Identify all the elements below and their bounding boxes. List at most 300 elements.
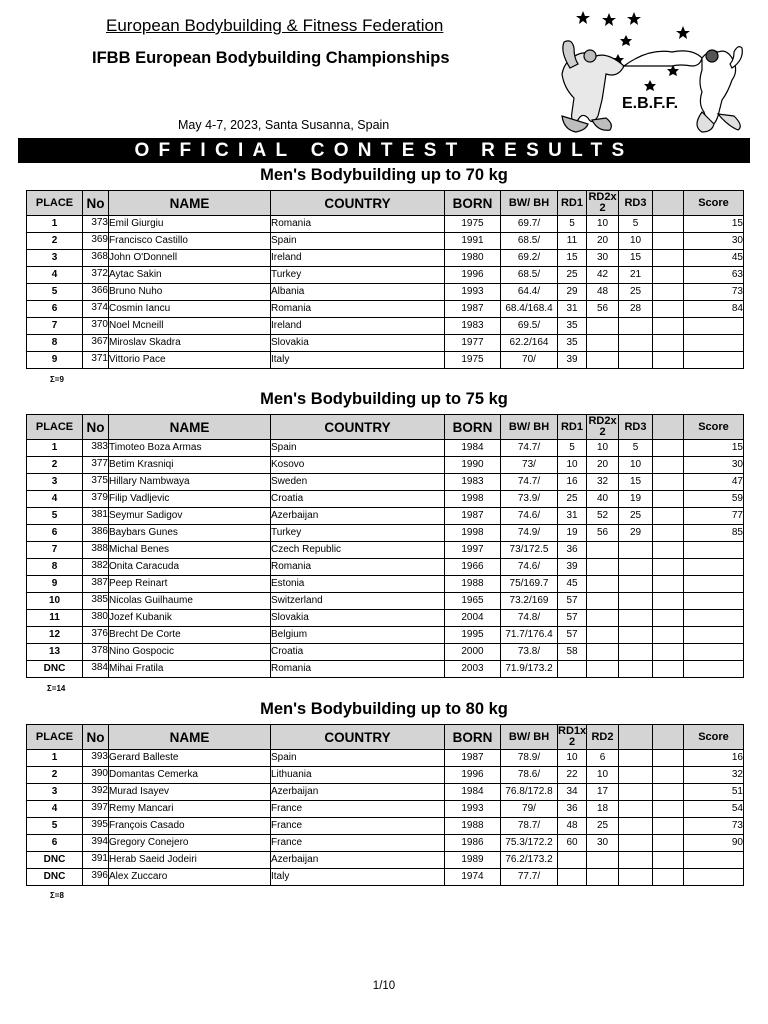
- column-header-score: Score: [684, 415, 744, 440]
- cell-extra: [653, 457, 684, 474]
- cell-name: Noel Mcneill: [109, 318, 271, 335]
- cell-number: 385: [83, 593, 109, 610]
- cell-country: Ireland: [271, 250, 445, 267]
- cell-born: 1983: [445, 318, 501, 335]
- cell-score: 90: [684, 835, 744, 852]
- star-icon: [576, 11, 590, 24]
- cell-born: 1988: [445, 576, 501, 593]
- column-header-name: NAME: [109, 191, 271, 216]
- date-location: May 4-7, 2023, Santa Susanna, Spain: [178, 118, 390, 132]
- cell-country: Romania: [271, 216, 445, 233]
- cell-bw-bh: 75.3/172.2: [501, 835, 558, 852]
- cell-country: Spain: [271, 440, 445, 457]
- cell-born: 1984: [445, 784, 501, 801]
- table-row: [27, 440, 744, 457]
- cell-round-3: [619, 644, 653, 661]
- cell-round-1: 16: [558, 474, 587, 491]
- cell-place: 6: [27, 301, 83, 318]
- cell-number: 391: [83, 852, 109, 869]
- cell-extra: [653, 627, 684, 644]
- cell-born: 1986: [445, 835, 501, 852]
- cell-born: 1991: [445, 233, 501, 250]
- column-header-round-1: RD1: [558, 415, 587, 440]
- cell-round-3: 25: [619, 508, 653, 525]
- cell-number: 371: [83, 352, 109, 369]
- cell-round-1: 45: [558, 576, 587, 593]
- cell-born: 1993: [445, 801, 501, 818]
- cell-name: Filip Vadljevic: [109, 491, 271, 508]
- cell-extra: [653, 301, 684, 318]
- cell-round-3: 29: [619, 525, 653, 542]
- cell-round-1: 36: [558, 542, 587, 559]
- cell-score: [684, 542, 744, 559]
- cell-born: 1975: [445, 352, 501, 369]
- cell-round-3: [619, 784, 653, 801]
- cell-round-3: 19: [619, 491, 653, 508]
- cell-number: 373: [83, 216, 109, 233]
- cell-country: Estonia: [271, 576, 445, 593]
- cell-round-1: 11: [558, 233, 587, 250]
- cell-place: 4: [27, 267, 83, 284]
- cell-born: 1993: [445, 284, 501, 301]
- cell-born: 1966: [445, 559, 501, 576]
- cell-place: 7: [27, 318, 83, 335]
- cell-country: Belgium: [271, 627, 445, 644]
- cell-number: 381: [83, 508, 109, 525]
- cell-name: Domantas Cemerka: [109, 767, 271, 784]
- column-header-round-2: RD2: [587, 725, 619, 750]
- cell-score: [684, 559, 744, 576]
- cell-born: 1990: [445, 457, 501, 474]
- cell-number: 382: [83, 559, 109, 576]
- cell-round-3: [619, 559, 653, 576]
- cell-round-1: 58: [558, 644, 587, 661]
- cell-number: 367: [83, 335, 109, 352]
- column-header-score: Score: [684, 191, 744, 216]
- cell-name: Murad Isayev: [109, 784, 271, 801]
- cell-place: 2: [27, 457, 83, 474]
- cell-place: 8: [27, 335, 83, 352]
- results-table: [26, 414, 744, 678]
- category-title: Men's Bodybuilding up to 70 kg: [260, 166, 508, 184]
- cell-name: Vittorio Pace: [109, 352, 271, 369]
- cell-score: 54: [684, 801, 744, 818]
- results-table: [26, 190, 744, 369]
- cell-bw-bh: 74.7/: [501, 440, 558, 457]
- official-results-banner: OFFICIAL CONTEST RESULTS: [18, 138, 750, 163]
- cell-round-2: 10: [587, 440, 619, 457]
- cell-country: Spain: [271, 233, 445, 250]
- column-header-extra: [653, 191, 684, 216]
- cell-score: [684, 318, 744, 335]
- cell-bw-bh: 69.2/: [501, 250, 558, 267]
- column-header-round-3: [619, 725, 653, 750]
- cell-round-1: 19: [558, 525, 587, 542]
- championship-title: IFBB European Bodybuilding Championships: [92, 49, 450, 67]
- cell-country: Turkey: [271, 525, 445, 542]
- cell-born: 1998: [445, 525, 501, 542]
- cell-round-2: 42: [587, 267, 619, 284]
- cell-place: 13: [27, 644, 83, 661]
- cell-name: Bruno Nuho: [109, 284, 271, 301]
- cell-extra: [653, 335, 684, 352]
- cell-country: Romania: [271, 559, 445, 576]
- cell-name: Herab Saeid Jodeiri: [109, 852, 271, 869]
- cell-extra: [653, 233, 684, 250]
- cell-place: 5: [27, 284, 83, 301]
- cell-round-2: 20: [587, 233, 619, 250]
- cell-country: France: [271, 801, 445, 818]
- cell-round-3: 15: [619, 250, 653, 267]
- column-header-name: NAME: [109, 725, 271, 750]
- table-header-row: [27, 415, 744, 440]
- cell-extra: [653, 216, 684, 233]
- cell-number: 395: [83, 818, 109, 835]
- cell-extra: [653, 869, 684, 886]
- cell-score: 73: [684, 818, 744, 835]
- table-row: [27, 216, 744, 233]
- table-row: [27, 301, 744, 318]
- cell-score: 73: [684, 284, 744, 301]
- cell-place: 4: [27, 491, 83, 508]
- table-row: [27, 318, 744, 335]
- cell-place: DNC: [27, 869, 83, 886]
- cell-score: 59: [684, 491, 744, 508]
- column-header-number: No: [83, 415, 109, 440]
- cell-number: 376: [83, 627, 109, 644]
- cell-name: Peep Reinart: [109, 576, 271, 593]
- table-row: [27, 818, 744, 835]
- cell-extra: [653, 801, 684, 818]
- cell-round-3: [619, 610, 653, 627]
- category-title: Men's Bodybuilding up to 80 kg: [260, 700, 508, 718]
- column-header-score: Score: [684, 725, 744, 750]
- cell-number: 378: [83, 644, 109, 661]
- column-header-round-2: RD2x 2: [588, 191, 617, 214]
- cell-score: 63: [684, 267, 744, 284]
- cell-round-3: 25: [619, 284, 653, 301]
- cell-country: Azerbaijan: [271, 784, 445, 801]
- cell-country: France: [271, 818, 445, 835]
- cell-round-1: [558, 869, 587, 886]
- cell-score: 16: [684, 750, 744, 767]
- column-header-born: BORN: [445, 191, 501, 216]
- cell-bw-bh: 74.6/: [501, 508, 558, 525]
- table-row: [27, 542, 744, 559]
- column-header-round-1: RD1: [558, 191, 587, 216]
- cell-place: 8: [27, 559, 83, 576]
- cell-round-1: 35: [558, 318, 587, 335]
- cell-born: 1983: [445, 474, 501, 491]
- column-header-name: NAME: [109, 415, 271, 440]
- cell-bw-bh: 77.7/: [501, 869, 558, 886]
- cell-extra: [653, 508, 684, 525]
- cell-bw-bh: 76.2/173.2: [501, 852, 558, 869]
- star-icon: [667, 65, 679, 76]
- cell-born: 2004: [445, 610, 501, 627]
- table-row: [27, 457, 744, 474]
- cell-number: 392: [83, 784, 109, 801]
- star-icon: [620, 35, 632, 46]
- table-row: [27, 593, 744, 610]
- cell-name: Michal Benes: [109, 542, 271, 559]
- cell-born: 1995: [445, 627, 501, 644]
- cell-born: 1984: [445, 440, 501, 457]
- cell-bw-bh: 74.8/: [501, 610, 558, 627]
- cell-score: [684, 576, 744, 593]
- column-header-place: PLACE: [27, 415, 83, 440]
- cell-round-3: [619, 627, 653, 644]
- cell-round-2: [587, 852, 619, 869]
- table-row: [27, 610, 744, 627]
- cell-round-3: [619, 661, 653, 678]
- table-row: [27, 491, 744, 508]
- cell-score: [684, 610, 744, 627]
- cell-country: Romania: [271, 301, 445, 318]
- cell-round-1: 57: [558, 610, 587, 627]
- cell-extra: [653, 352, 684, 369]
- column-header-number: No: [83, 191, 109, 216]
- cell-name: Miroslav Skadra: [109, 335, 271, 352]
- cell-round-3: [619, 335, 653, 352]
- cell-name: Brecht De Corte: [109, 627, 271, 644]
- cell-name: Gerard Balleste: [109, 750, 271, 767]
- cell-born: 1997: [445, 542, 501, 559]
- cell-number: 394: [83, 835, 109, 852]
- cell-extra: [653, 576, 684, 593]
- cell-round-1: 15: [558, 250, 587, 267]
- table-row: [27, 835, 744, 852]
- cell-round-2: 17: [587, 784, 619, 801]
- cell-name: Nino Gospocic: [109, 644, 271, 661]
- cell-round-3: [619, 576, 653, 593]
- table-row: [27, 508, 744, 525]
- column-header-extra: [653, 725, 684, 750]
- cell-bw-bh: 73.8/: [501, 644, 558, 661]
- cell-born: 1977: [445, 335, 501, 352]
- cell-score: [684, 352, 744, 369]
- cell-bw-bh: 73.2/169: [501, 593, 558, 610]
- cell-place: 1: [27, 440, 83, 457]
- cell-born: 1980: [445, 250, 501, 267]
- table-row: [27, 559, 744, 576]
- cell-round-2: 30: [587, 835, 619, 852]
- table-row: [27, 801, 744, 818]
- cell-round-2: 18: [587, 801, 619, 818]
- cell-extra: [653, 852, 684, 869]
- column-header-country: COUNTRY: [271, 415, 445, 440]
- cell-round-1: 39: [558, 352, 587, 369]
- cell-place: 1: [27, 750, 83, 767]
- cell-bw-bh: 69.5/: [501, 318, 558, 335]
- cell-extra: [653, 767, 684, 784]
- cell-score: [684, 644, 744, 661]
- cell-round-3: 5: [619, 216, 653, 233]
- cell-place: 10: [27, 593, 83, 610]
- table-row: [27, 576, 744, 593]
- cell-number: 388: [83, 542, 109, 559]
- cell-name: Timoteo Boza Armas: [109, 440, 271, 457]
- table-row: [27, 627, 744, 644]
- cell-extra: [653, 474, 684, 491]
- cell-bw-bh: 68.4/168.4: [501, 301, 558, 318]
- cell-place: 3: [27, 784, 83, 801]
- cell-bw-bh: 73/: [501, 457, 558, 474]
- cell-number: 384: [83, 661, 109, 678]
- cell-country: Lithuania: [271, 767, 445, 784]
- cell-place: 12: [27, 627, 83, 644]
- cell-number: 375: [83, 474, 109, 491]
- cell-name: Baybars Gunes: [109, 525, 271, 542]
- cell-score: 45: [684, 250, 744, 267]
- cell-round-2: [587, 661, 619, 678]
- cell-round-2: [587, 644, 619, 661]
- competitor-count: Σ=9: [50, 375, 64, 384]
- cell-number: 368: [83, 250, 109, 267]
- table-row: [27, 267, 744, 284]
- cell-country: Sweden: [271, 474, 445, 491]
- cell-round-3: 28: [619, 301, 653, 318]
- cell-bw-bh: 74.9/: [501, 525, 558, 542]
- cell-place: 2: [27, 233, 83, 250]
- cell-extra: [653, 593, 684, 610]
- cell-score: 15: [684, 216, 744, 233]
- cell-round-3: 21: [619, 267, 653, 284]
- table-row: [27, 474, 744, 491]
- cell-round-2: [587, 318, 619, 335]
- star-icon: [676, 26, 690, 39]
- cell-place: 1: [27, 216, 83, 233]
- cell-place: 6: [27, 525, 83, 542]
- cell-name: François Casado: [109, 818, 271, 835]
- cell-extra: [653, 784, 684, 801]
- cell-born: 1987: [445, 508, 501, 525]
- cell-bw-bh: 68.5/: [501, 267, 558, 284]
- table-row: [27, 784, 744, 801]
- table-row: [27, 852, 744, 869]
- table-header-row: [27, 191, 744, 216]
- cell-score: 15: [684, 440, 744, 457]
- cell-country: Croatia: [271, 491, 445, 508]
- cell-number: 380: [83, 610, 109, 627]
- cell-round-1: 57: [558, 627, 587, 644]
- cell-place: DNC: [27, 661, 83, 678]
- cell-score: 30: [684, 233, 744, 250]
- cell-born: 1987: [445, 750, 501, 767]
- cell-round-3: [619, 318, 653, 335]
- cell-bw-bh: 69.7/: [501, 216, 558, 233]
- cell-score: [684, 852, 744, 869]
- cell-name: Betim Krasniqi: [109, 457, 271, 474]
- cell-bw-bh: 68.5/: [501, 233, 558, 250]
- cell-extra: [653, 818, 684, 835]
- star-icon: [627, 12, 641, 25]
- cell-round-2: 56: [587, 301, 619, 318]
- cell-round-3: 10: [619, 457, 653, 474]
- cell-place: 3: [27, 250, 83, 267]
- cell-round-3: [619, 593, 653, 610]
- cell-born: 1996: [445, 267, 501, 284]
- page-number: 1/10: [372, 980, 396, 992]
- table-row: [27, 335, 744, 352]
- cell-score: 30: [684, 457, 744, 474]
- table-row: [27, 250, 744, 267]
- cell-round-2: [587, 627, 619, 644]
- cell-round-2: 10: [587, 216, 619, 233]
- cell-country: Croatia: [271, 644, 445, 661]
- cell-born: 1975: [445, 216, 501, 233]
- cell-bw-bh: 62.2/164: [501, 335, 558, 352]
- cell-bw-bh: 71.9/173.2: [501, 661, 558, 678]
- cell-born: 2000: [445, 644, 501, 661]
- cell-name: Seymur Sadigov: [109, 508, 271, 525]
- cell-round-2: [587, 610, 619, 627]
- cell-round-3: [619, 869, 653, 886]
- competitor-count: Σ=14: [47, 684, 66, 693]
- cell-place: 9: [27, 576, 83, 593]
- cell-place: 5: [27, 818, 83, 835]
- cell-name: John O'Donnell: [109, 250, 271, 267]
- cell-score: 51: [684, 784, 744, 801]
- cell-name: Nicolas Guilhaume: [109, 593, 271, 610]
- cell-round-1: 36: [558, 801, 587, 818]
- cell-country: Azerbaijan: [271, 852, 445, 869]
- table-row: [27, 767, 744, 784]
- column-header-round-3: RD3: [619, 415, 653, 440]
- cell-number: 372: [83, 267, 109, 284]
- cell-score: 77: [684, 508, 744, 525]
- cell-score: [684, 593, 744, 610]
- results-table: [26, 724, 744, 886]
- cell-country: Slovakia: [271, 335, 445, 352]
- cell-extra: [653, 525, 684, 542]
- category-title: Men's Bodybuilding up to 75 kg: [260, 390, 508, 408]
- cell-place: 7: [27, 542, 83, 559]
- cell-round-1: 10: [558, 457, 587, 474]
- cell-round-1: [558, 852, 587, 869]
- cell-round-2: 20: [587, 457, 619, 474]
- column-header-bw-bh: BW/ BH: [501, 725, 558, 750]
- cell-born: 1987: [445, 301, 501, 318]
- cell-number: 366: [83, 284, 109, 301]
- cell-round-1: [558, 661, 587, 678]
- cell-bw-bh: 74.7/: [501, 474, 558, 491]
- cell-bw-bh: 71.7/176.4: [501, 627, 558, 644]
- cell-round-2: [587, 559, 619, 576]
- cell-round-3: [619, 852, 653, 869]
- cell-number: 393: [83, 750, 109, 767]
- cell-round-2: 52: [587, 508, 619, 525]
- cell-name: Hillary Nambwaya: [109, 474, 271, 491]
- cell-extra: [653, 750, 684, 767]
- star-icon: [644, 80, 656, 91]
- column-header-number: No: [83, 725, 109, 750]
- cell-round-1: 29: [558, 284, 587, 301]
- cell-extra: [653, 284, 684, 301]
- cell-round-2: [587, 542, 619, 559]
- cell-bw-bh: 64.4/: [501, 284, 558, 301]
- cell-born: 1988: [445, 818, 501, 835]
- cell-name: Mihai Fratila: [109, 661, 271, 678]
- cell-round-1: 48: [558, 818, 587, 835]
- federation-name: European Bodybuilding & Fitness Federation: [106, 16, 444, 35]
- cell-round-1: 25: [558, 491, 587, 508]
- cell-country: Kosovo: [271, 457, 445, 474]
- table-row: [27, 750, 744, 767]
- cell-extra: [653, 835, 684, 852]
- cell-round-2: 6: [587, 750, 619, 767]
- table-row: [27, 284, 744, 301]
